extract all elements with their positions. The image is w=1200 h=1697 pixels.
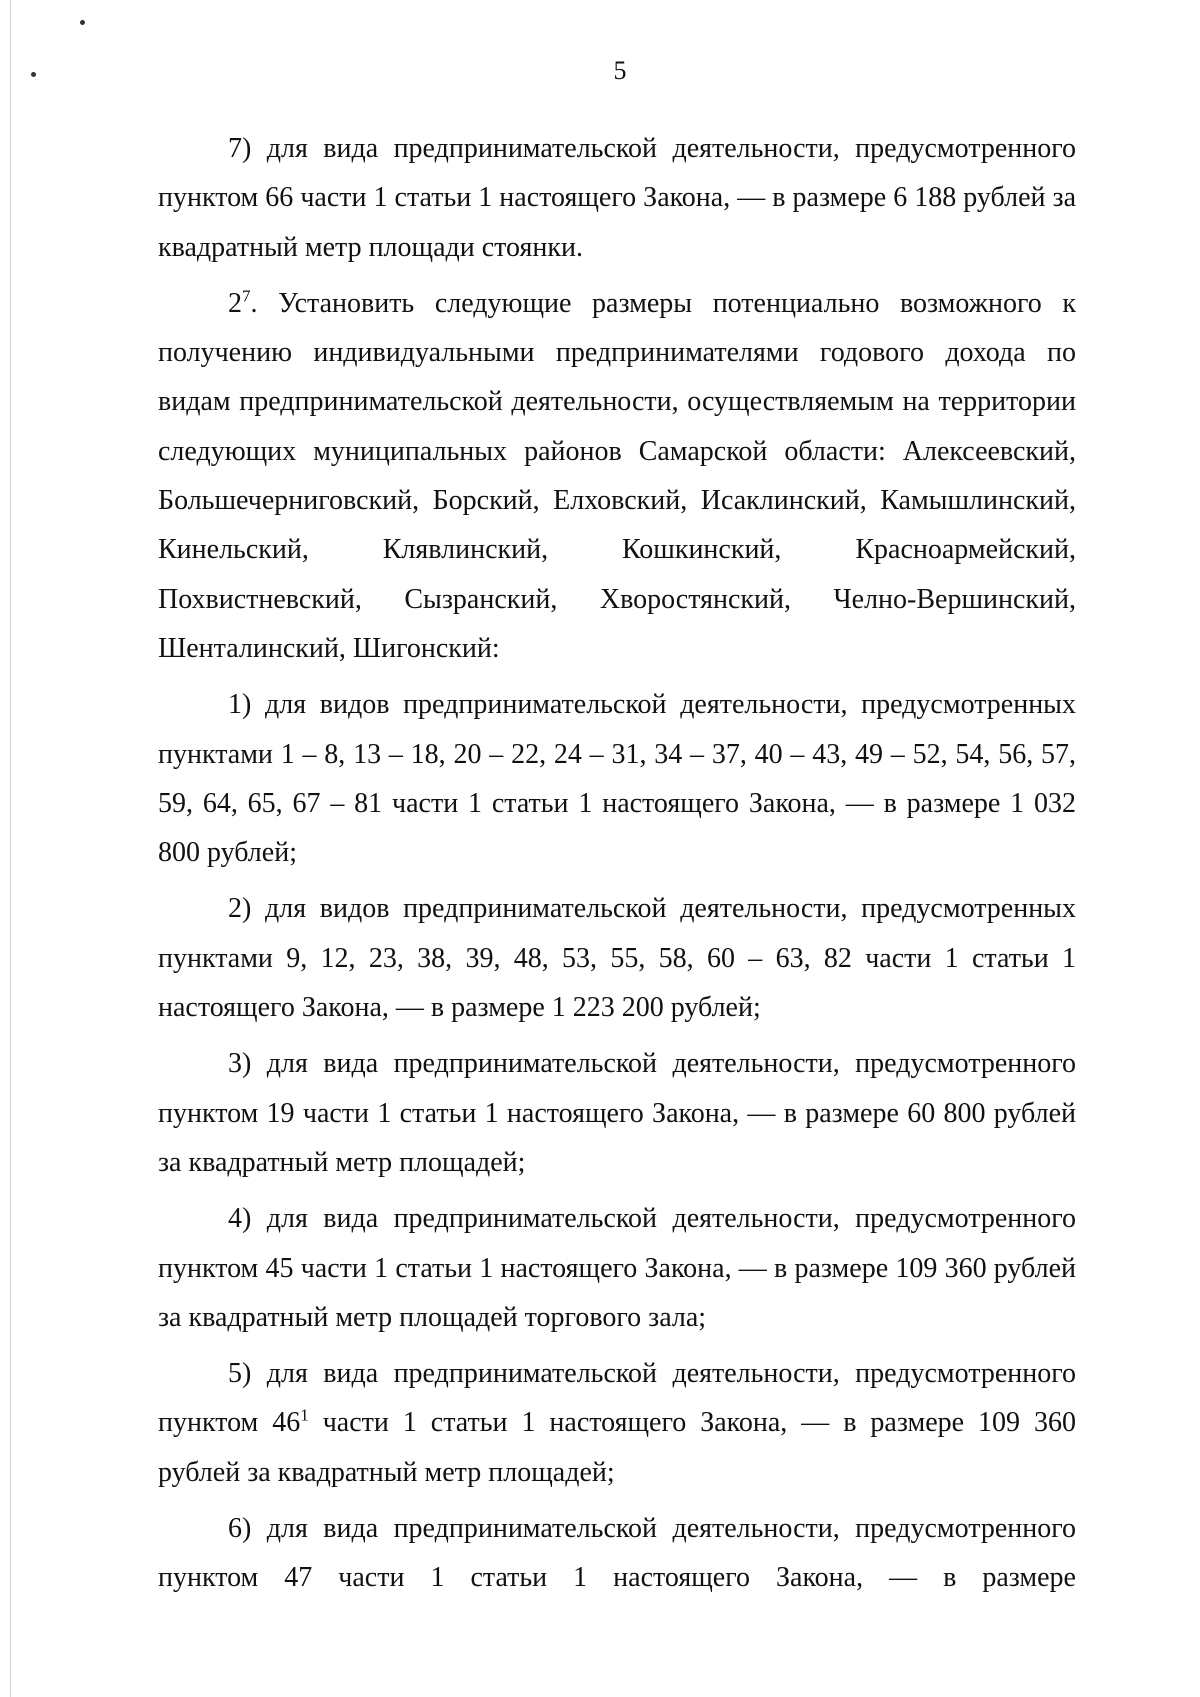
paragraph-section-2-7	[158, 279, 1076, 673]
scan-speck	[80, 20, 85, 25]
item-5-text-start: 5) для вида предпринимательской деятельности, предусмотренного пунктом 46	[158, 1358, 1076, 1439]
document-body	[158, 124, 1076, 1610]
item-5-superscript: 1	[300, 1406, 309, 1426]
section-text: . Установить следующие размеры потенциально возможного к получению индивидуальными предпринимателями годового дохода по видам предпринимательской деятельности, осуществляемым на территории следующих муниципальных районов Самарской области: Алексеевский, Большечерниговский, Борский, Елховский, Исаклинский, Камышлинский, Кинельский, Клявлинский, Кошкинский, Красноармейский, Похвистневский, Сызранский, Хворостянский, Челно-Вершинский, Шенталинский, Шигонский:	[158, 287, 1076, 664]
section-number: 2	[228, 287, 242, 319]
section-number-superscript: 7	[242, 286, 251, 306]
paragraph-item-4: 4) для вида предпринимательской деятельности, предусмотренного пунктом 45 части 1 статьи 1 настоящего Закона, — в размере 109 360 рублей за квадратный метр площадей торгового зала;	[158, 1203, 1076, 1333]
paragraph-item-3: 3) для вида предпринимательской деятельности, предусмотренного пунктом 19 части 1 статьи 1 настоящего Закона, — в размере 60 800 рублей за квадратный метр площадей;	[158, 1048, 1076, 1178]
paragraph-item-2: 2) для видов предпринимательской деятельности, предусмотренных пунктами 9, 12, 23, 38, 39, 48, 53, 55, 58, 60 – 63, 82 части 1 статьи 1 настоящего Закона, — в размере 1 223 200 рублей;	[158, 893, 1076, 1024]
page-number: 5	[613, 56, 627, 85]
scan-edge-line	[10, 0, 11, 1697]
paragraph-item-7: 7) для вида предпринимательской деятельности, предусмотренного пунктом 66 части 1 статьи 1 настоящего Закона, — в размере 6 188 рублей за квадратный метр площади стоянки.	[158, 133, 1076, 263]
item-5-text-end: части 1 статьи 1 настоящего Закона, — в размере 109 360 рублей за квадратный метр площадей;	[158, 1407, 1076, 1488]
paragraph-item-1: 1) для видов предпринимательской деятельности, предусмотренных пунктами 1 – 8, 13 – 18, 20 – 22, 24 – 31, 34 – 37, 40 – 43, 49 – 52, 54, 56, 57, 59, 64, 65, 67 – 81 части 1 статьи 1 настоящего Закона, — в размере 1 032 800 рублей;	[158, 689, 1076, 869]
paragraph-item-6: 6) для вида предпринимательской деятельности, предусмотренного пунктом 47 части 1 статьи 1 настоящего Закона, — в размере	[158, 1513, 1076, 1594]
paragraph-item-5	[158, 1349, 1076, 1497]
